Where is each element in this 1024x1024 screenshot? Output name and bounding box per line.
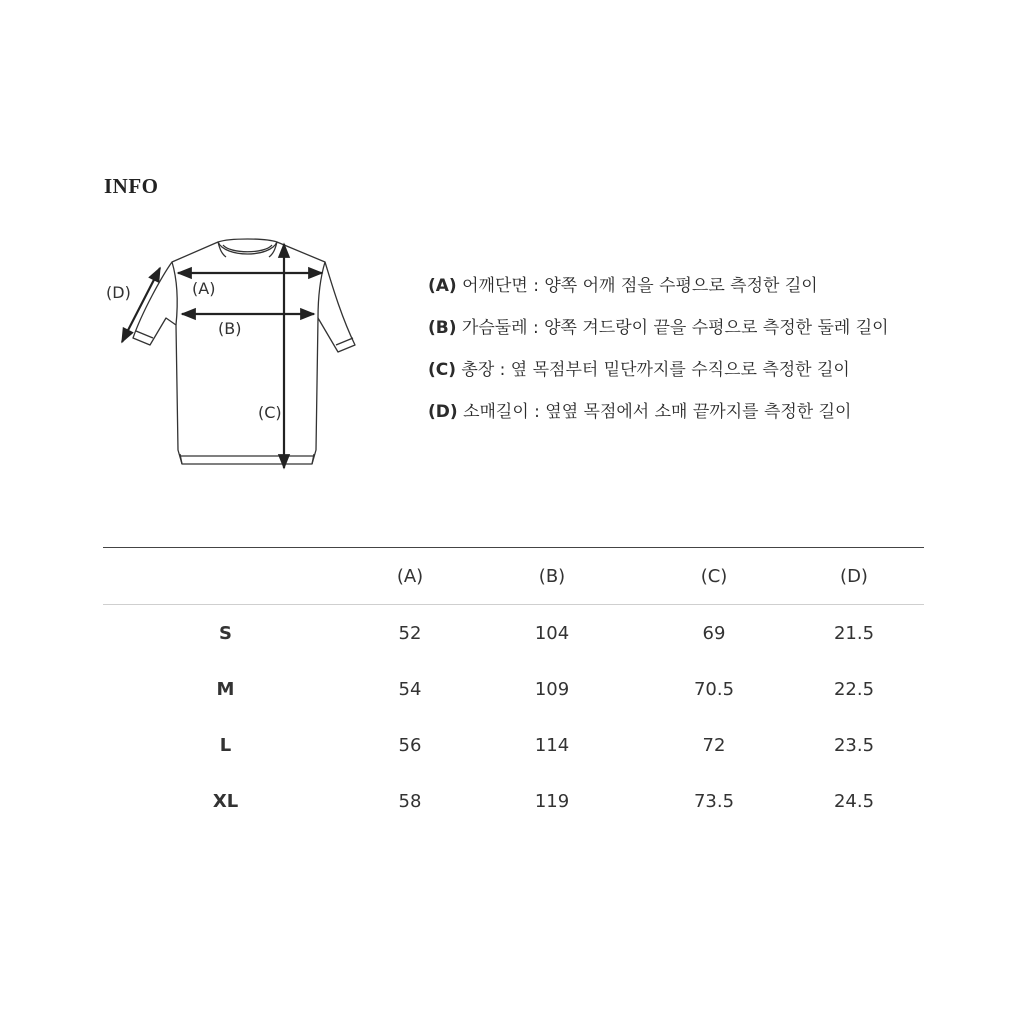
legend-item-c: (C) 총장 : 옆 목점부터 밑단까지를 수직으로 측정한 길이 bbox=[428, 360, 850, 380]
table-row bbox=[103, 661, 924, 717]
size-label: S bbox=[219, 622, 232, 644]
value-c: 73.5 bbox=[693, 790, 735, 812]
label-c: (C) bbox=[258, 403, 282, 422]
value-a: 58 bbox=[398, 790, 422, 812]
header-d: (D) bbox=[840, 565, 868, 587]
legend-item-a: (A) 어깨단면 : 양쪽 어깨 점을 수평으로 측정한 길이 bbox=[428, 276, 818, 296]
size-label: M bbox=[216, 678, 235, 700]
measurement-legend bbox=[428, 265, 889, 433]
value-d: 21.5 bbox=[833, 622, 875, 644]
value-a: 56 bbox=[398, 734, 422, 756]
sleeve-length-arrow bbox=[122, 268, 160, 342]
table-header-row bbox=[103, 548, 924, 604]
value-d: 22.5 bbox=[833, 678, 875, 700]
table-row bbox=[103, 717, 924, 773]
value-b: 119 bbox=[534, 790, 570, 812]
label-b: (B) bbox=[218, 319, 242, 338]
table-row bbox=[103, 773, 924, 829]
value-b: 114 bbox=[534, 734, 570, 756]
value-c: 72 bbox=[702, 734, 726, 756]
value-d: 24.5 bbox=[833, 790, 875, 812]
value-d: 23.5 bbox=[833, 734, 875, 756]
label-a: (A) bbox=[192, 279, 216, 298]
value-c: 70.5 bbox=[693, 678, 735, 700]
value-a: 52 bbox=[398, 622, 422, 644]
page-title: INFO bbox=[104, 174, 159, 198]
legend-item-d: (D) 소매길이 : 옆옆 목점에서 소매 끝까지를 측정한 길이 bbox=[428, 402, 852, 422]
value-b: 109 bbox=[534, 678, 570, 700]
value-c: 69 bbox=[702, 622, 726, 644]
value-b: 104 bbox=[534, 622, 570, 644]
tshirt-measurement-svg bbox=[100, 230, 380, 480]
header-c: (C) bbox=[700, 565, 728, 587]
legend-item-b: (B) 가슴둘레 : 양쪽 겨드랑이 끝을 수평으로 측정한 둘레 길이 bbox=[428, 318, 889, 338]
value-a: 54 bbox=[398, 678, 422, 700]
size-table bbox=[103, 547, 924, 829]
size-label: XL bbox=[212, 790, 239, 812]
label-d: (D) bbox=[106, 283, 131, 302]
tshirt-diagram bbox=[100, 230, 380, 480]
table-row bbox=[103, 605, 924, 661]
size-label: L bbox=[219, 734, 232, 756]
header-a: (A) bbox=[396, 565, 424, 587]
header-b: (B) bbox=[538, 565, 566, 587]
